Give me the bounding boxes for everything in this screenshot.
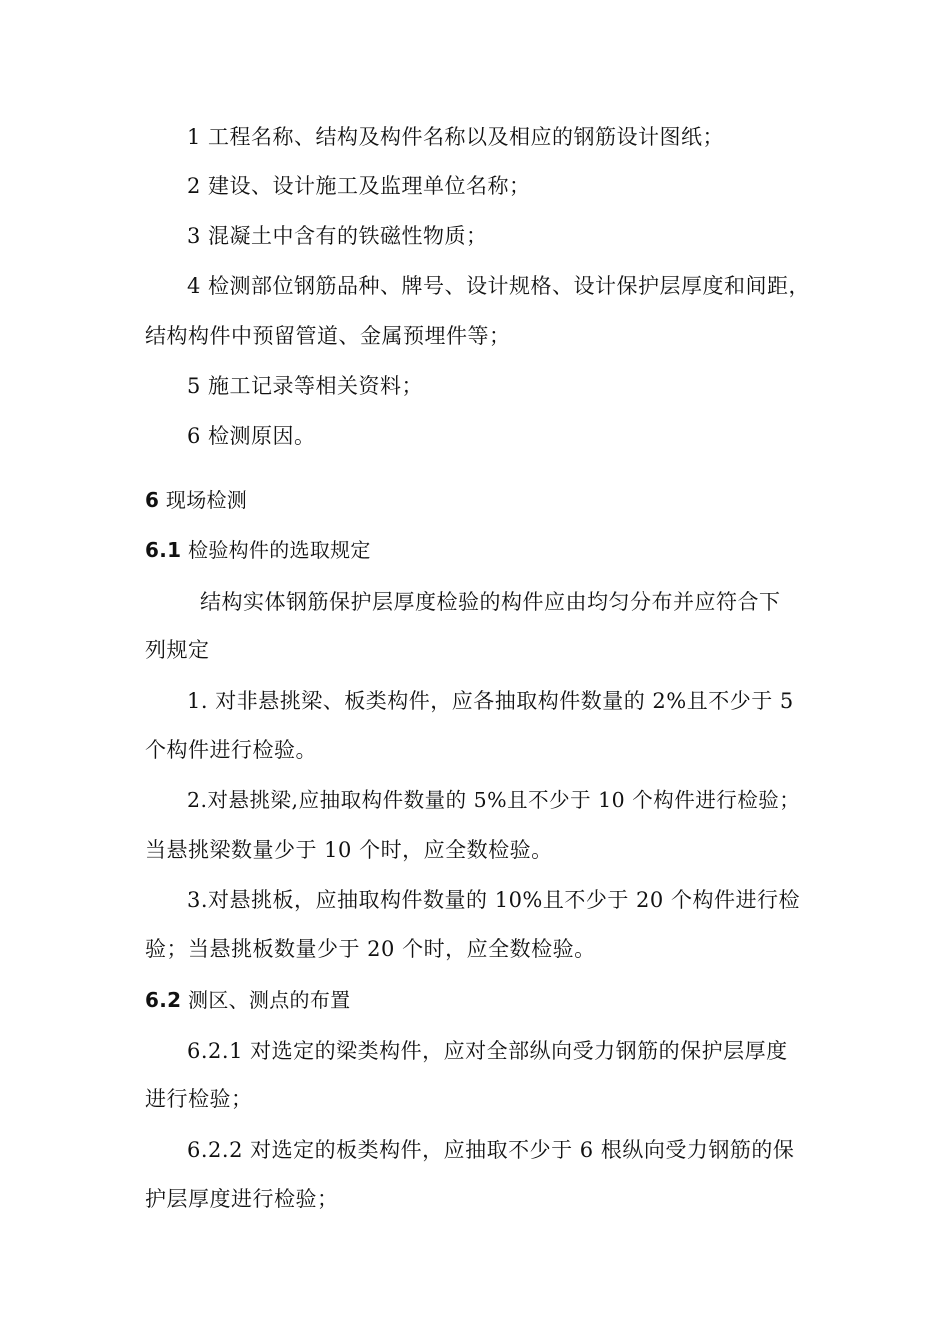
list-item-magnetic-matter: 3 混凝土中含有的铁磁性物质； — [187, 224, 488, 248]
section-heading-6 — [145, 485, 247, 515]
paragraph-intro-cont: 列规定 — [145, 638, 210, 662]
list-item-rebar-info: 4 检测部位钢筋品种、牌号、设计规格、设计保护层厚度和间距， — [187, 274, 811, 298]
list-item-records: 5 施工记录等相关资料； — [187, 374, 424, 398]
section-number: 6.1 — [145, 538, 182, 562]
rule-1-cont: 个构件进行检验。 — [145, 738, 317, 762]
section-title: 检验构件的选取规定 — [188, 538, 371, 562]
section-title: 测区、测点的布置 — [188, 988, 351, 1012]
rule-3: 3.对悬挑板，应抽取构件数量的 10%且不少于 20 个构件进行检 — [187, 888, 800, 912]
section-number: 6.2 — [145, 988, 182, 1012]
clause-6-2-1-cont: 进行检验； — [145, 1087, 253, 1111]
list-item-rebar-info-cont: 结构构件中预留管道、金属预埋件等； — [145, 324, 511, 348]
paragraph-intro: 结构实体钢筋保护层厚度检验的构件应由均匀分布并应符合下 — [200, 590, 781, 614]
section-number: 6 — [145, 488, 160, 512]
section-heading-6-1 — [145, 535, 371, 565]
rule-3-cont: 验；当悬挑板数量少于 20 个时，应全数检验。 — [145, 937, 596, 961]
list-item-reason: 6 检测原因。 — [187, 424, 316, 448]
rule-2: 2.对悬挑梁,应抽取构件数量的 5%且不少于 10 个构件进行检验； — [187, 788, 801, 812]
list-item-project-name: 1 工程名称、结构及构件名称以及相应的钢筋设计图纸； — [187, 125, 725, 149]
section-title: 现场检测 — [165, 488, 248, 512]
section-heading-6-2 — [145, 985, 350, 1015]
clause-6-2-2-cont: 护层厚度进行检验； — [145, 1187, 339, 1211]
clause-6-2-1: 6.2.1 对选定的梁类构件，应对全部纵向受力钢筋的保护层厚度 — [187, 1039, 788, 1063]
list-item-units: 2 建设、设计施工及监理单位名称； — [187, 174, 531, 198]
rule-2-cont: 当悬挑梁数量少于 10 个时，应全数检验。 — [145, 838, 553, 862]
rule-1: 1. 对非悬挑梁、板类构件，应各抽取构件数量的 2%且不少于 5 — [187, 689, 794, 713]
clause-6-2-2: 6.2.2 对选定的板类构件，应抽取不少于 6 根纵向受力钢筋的保 — [187, 1138, 795, 1162]
